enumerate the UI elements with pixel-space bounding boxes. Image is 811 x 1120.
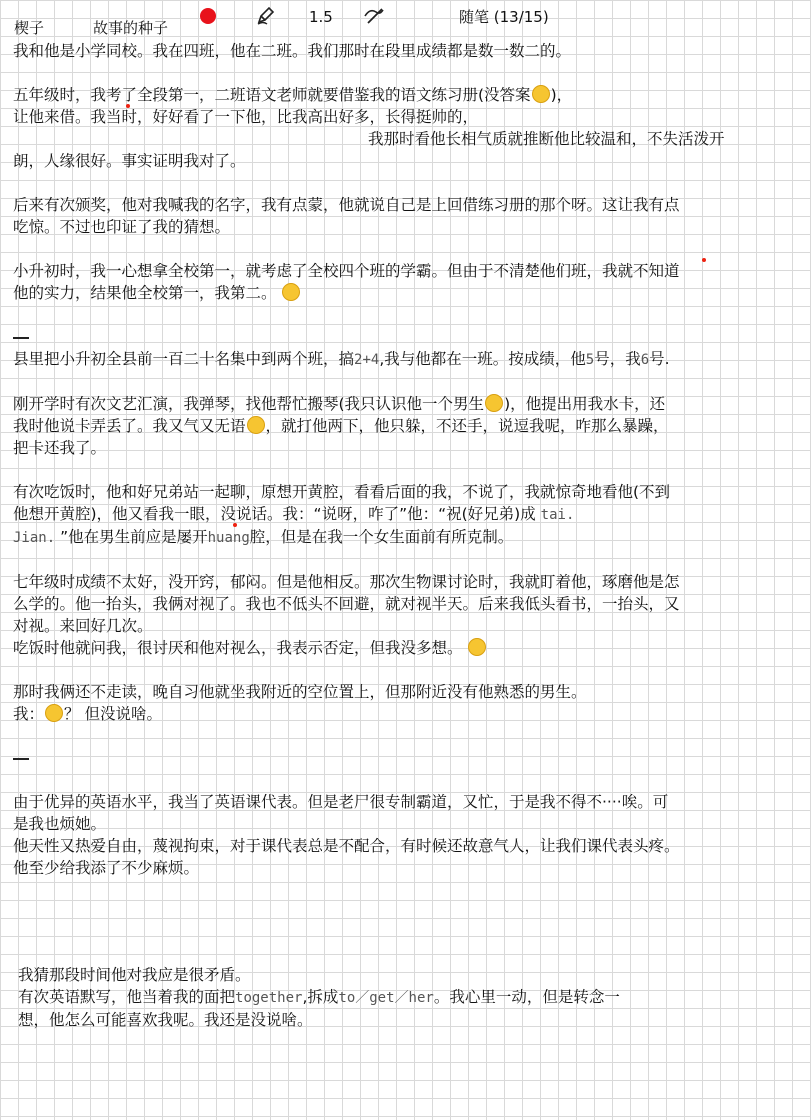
text-line: 县里把小升初全县前一百二十名集中到两个班，搞2+4,我与他都在一班。按成绩，他5号，我6号. — [13, 350, 670, 368]
toolbar — [0, 0, 811, 36]
text-line: 我： ？ 但没说啥。 — [13, 705, 162, 723]
text-line: 有次英语默写，他当着我的面把together,拆成to／get／her。我心里一动，但是转念一 — [18, 988, 620, 1006]
text-line: 那时我俩还不走读，晚自习他就坐我附近的空位置上，但那附近没有他熟悉的男生。 — [13, 683, 587, 701]
expressionless-emoji — [247, 416, 265, 434]
text-line: 让他来借。我当时，好好看了一下他，比我高出好多，长得挺帅的， — [13, 108, 479, 126]
text-line: 想，他怎么可能喜欢我呢。我还是没说啥。 — [18, 1011, 313, 1029]
sweat-smile-emoji — [282, 283, 300, 301]
text-line: 我时他说卡弄丢了。我又气又无语 ，就打他两下，他只躲，不还手，说逗我呢，咋那么暴躁， — [13, 417, 669, 435]
text-line: 他的实力，结果他全校第一，我第二。 — [13, 282, 799, 304]
closing-paragraph — [18, 964, 798, 1031]
text-line: 对视。来回好几次。 — [13, 617, 153, 635]
section-divider — [13, 326, 799, 348]
text-line: 我和他是小学同校。我在四班，他在二班。我们那时在段里成绩都是数一数二的。 — [13, 42, 572, 60]
ink-mark — [126, 104, 130, 108]
tab-story-seed[interactable]: 故事的种子 — [93, 19, 169, 37]
text-line: Jian. ”他在男生前应是屡开huang腔，但是在我一个女生面前有所克制。 — [13, 528, 514, 546]
text-line: 小升初时，我一心想拿全校第一，就考虑了全校四个班的学霸。但由于不清楚他们班，我就不知道 — [13, 262, 680, 280]
text-line: 由于优异的英语水平，我当了英语课代表。但是老尸很专制霸道，又忙，于是我不得不····唉。可 — [13, 793, 669, 811]
ink-mark — [702, 258, 706, 262]
text-line: 是我也烦她。 — [13, 815, 107, 833]
text-line: 他天性又热爱自由，蔑视拘束，对于课代表总是不配合，有时候还故意气人，让我们课代表头疼。 — [13, 837, 680, 855]
ink-mark — [233, 523, 237, 527]
text-line: 吃饭时他就问我，很讨厌和他对视么，我表示否定，但我没多想。 — [13, 637, 799, 659]
text-line: 么学的。他一抬头，我俩对视了。我也不低头不回避，就对视半天。后来我低头看书，一抬头，又 — [13, 595, 680, 613]
section-divider — [13, 747, 799, 769]
text-line: 有次吃饭时，他和好兄弟站一起聊，原想开黄腔，看看后面的我，不说了，我就惊奇地看他(不到 — [13, 483, 671, 501]
thinking-face-emoji — [45, 704, 63, 722]
text-line: 他至少给我添了不少麻烦。 — [13, 859, 200, 877]
text-line: 刚开学时有次文艺汇演，我弹琴，找他帮忙搬琴(我只认识他一个男生 )，他提出用我水卡，还 — [13, 395, 666, 413]
pen-width-value[interactable]: 1.5 — [309, 8, 333, 26]
text-line: 我猜那段时间他对我应是很矛盾。 — [18, 966, 251, 984]
sweat-smile-emoji — [532, 85, 550, 103]
tab-xiezi[interactable]: 楔子 — [14, 19, 45, 37]
text-line: 我那时看他长相气质就推断他比较温和，不失活泼开 — [368, 130, 725, 148]
text-line: 他想开黄腔)，他又看我一眼，没说话。我：“说呀，咋了”他：“祝(好兄弟)成 tai. — [13, 505, 575, 523]
text-line: 五年级时，我考了全段第一，二班语文老师就要借鉴我的语文练习册(没答案 )， — [13, 86, 573, 104]
handwritten-page[interactable] — [13, 40, 799, 879]
text-line: 把卡还我了。 — [13, 439, 107, 457]
pen-icon[interactable] — [255, 4, 277, 26]
text-line: 吃惊。不过也印证了我的猜想。 — [13, 218, 231, 236]
sweat-smile-emoji — [468, 638, 486, 656]
text-line: 七年级时成绩不太好，没开窍，郁闷。但是他相反。那次生物课讨论时，我就盯着他，琢磨他是怎 — [13, 573, 680, 591]
text-line: 朗，人缘很好。事实证明我对了。 — [13, 152, 246, 170]
record-icon[interactable] — [200, 8, 216, 24]
sweat-smile-emoji — [485, 394, 503, 412]
text-line: 后来有次颁奖，他对我喊我的名字，我有点蒙，他就说自己是上回借练习册的那个呀。这让我有点 — [13, 196, 680, 214]
note-title: 随笔 (13/15) — [459, 8, 549, 26]
eraser-icon[interactable] — [362, 4, 386, 26]
